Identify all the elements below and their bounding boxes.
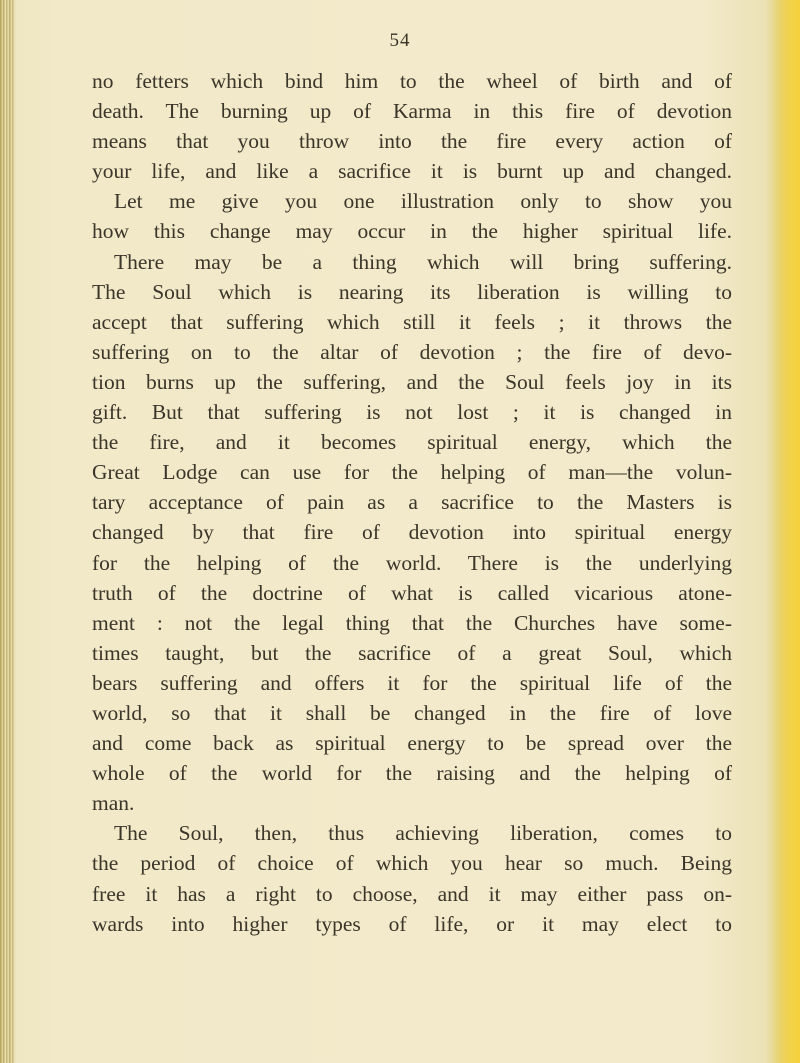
page-binding-edge bbox=[0, 0, 14, 1063]
text-line: and come back as spiritual energy to be spread over the bbox=[92, 731, 732, 756]
text-line: bears suffering and offers it for the spiritual life of the bbox=[92, 670, 732, 695]
text-line: the fire, and it becomes spiritual energy, which the bbox=[92, 430, 732, 455]
text-line: tary acceptance of pain as a sacrifice to the Masters is bbox=[92, 490, 732, 515]
text-line: your life, and like a sacrifice it is burnt up and changed. bbox=[92, 159, 732, 184]
text-line: The Soul which is nearing its liberation is willing to bbox=[92, 279, 732, 304]
text-line: wards into higher types of life, or it may elect to bbox=[92, 911, 732, 936]
page-outer-edge bbox=[772, 0, 800, 1063]
text-line: man. bbox=[92, 791, 135, 816]
text-line: ment : not the legal thing that the Churches have some- bbox=[92, 610, 732, 635]
text-line: whole of the world for the raising and the helping of bbox=[92, 761, 732, 786]
text-line: world, so that it shall be changed in the fire of love bbox=[92, 700, 732, 725]
text-line: tion burns up the suffering, and the Soul feels joy in its bbox=[92, 369, 732, 394]
text-line: gift. But that suffering is not lost ; it is changed in bbox=[92, 400, 732, 425]
text-line: means that you throw into the fire every action of bbox=[92, 129, 732, 154]
text-line: free it has a right to choose, and it may either pass on- bbox=[92, 881, 732, 906]
text-line: The Soul, then, thus achieving liberation, comes to bbox=[114, 821, 732, 846]
text-line: for the helping of the world. There is the underlying bbox=[92, 550, 732, 575]
text-line: There may be a thing which will bring suffering. bbox=[114, 249, 732, 274]
text-line: accept that suffering which still it feels ; it throws the bbox=[92, 309, 732, 334]
text-line: Let me give you one illustration only to show you bbox=[114, 189, 732, 214]
text-line: times taught, but the sacrifice of a great Soul, which bbox=[92, 640, 732, 665]
text-line: changed by that fire of devotion into spiritual energy bbox=[92, 520, 732, 545]
page-number: 54 bbox=[389, 30, 411, 51]
text-line: suffering on to the altar of devotion ; the fire of devo- bbox=[92, 339, 732, 364]
text-line: no fetters which bind him to the wheel of birth and of bbox=[92, 69, 732, 93]
text-line: how this change may occur in the higher spiritual life. bbox=[92, 219, 732, 244]
text-line: death. The burning up of Karma in this fire of devotion bbox=[92, 99, 732, 124]
text-line: Great Lodge can use for the helping of man—the volun- bbox=[92, 460, 732, 485]
text-line: truth of the doctrine of what is called vicarious atone- bbox=[92, 580, 732, 605]
body-text bbox=[92, 66, 732, 939]
text-line: the period of choice of which you hear so much. Being bbox=[92, 851, 732, 876]
